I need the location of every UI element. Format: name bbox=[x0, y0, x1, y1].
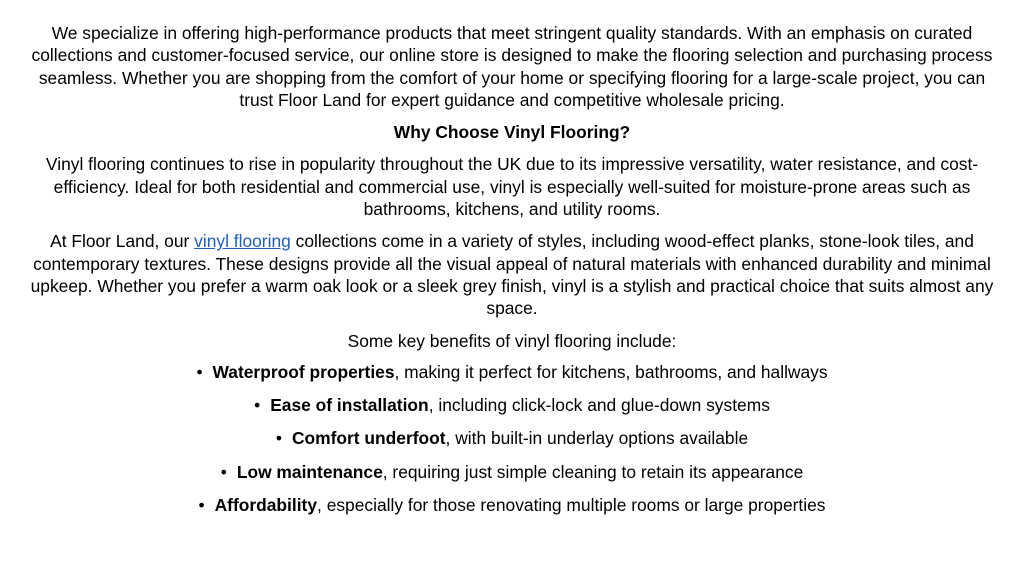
vinyl-styles-text-after: collections come in a variety of styles, including wood-effect planks, stone-look tiles, and contemporary textures. These designs provide all the visual appeal of natural materials with enhanced durability and minimal upkeep. Whether you prefer a warm oak look or a sleek grey finish, vinyl is a stylish and practical choice that suits almost any space. bbox=[30, 231, 994, 319]
vinyl-styles-text-before: At Floor Land, our bbox=[50, 231, 195, 252]
benefits-list bbox=[24, 361, 1000, 516]
benefit-item bbox=[24, 461, 1000, 483]
benefit-title: Comfort underfoot bbox=[291, 428, 446, 449]
bullet-icon: • bbox=[220, 461, 227, 482]
vinyl-flooring-link[interactable]: vinyl flooring bbox=[194, 231, 291, 252]
intro-paragraph: We specialize in offering high-performance products that meet stringent quality standards. With an emphasis on curated collections and customer-focused service, our online store is designed to make the flooring selection and purchasing process seamless. Whether you are shopping from the comfort of your home or specifying flooring for a large-scale project, you can trust Floor Land for expert guidance and competitive wholesale pricing. bbox=[31, 23, 993, 110]
benefit-text: , making it perfect for kitchens, bathrooms, and hallways bbox=[394, 361, 828, 382]
benefit-title: Ease of installation bbox=[270, 395, 429, 416]
bullet-icon: • bbox=[198, 495, 205, 516]
benefit-text: , requiring just simple cleaning to retain its appearance bbox=[382, 461, 804, 482]
benefit-title: Waterproof properties bbox=[212, 361, 395, 382]
benefit-title: Low maintenance bbox=[236, 461, 383, 482]
benefit-item bbox=[24, 427, 1000, 449]
vinyl-styles-paragraph bbox=[24, 230, 1000, 319]
benefits-intro: Some key benefits of vinyl flooring include: bbox=[347, 330, 677, 351]
bullet-icon: • bbox=[254, 395, 261, 416]
benefit-text: , including click-lock and glue-down systems bbox=[428, 395, 770, 416]
bullet-icon: • bbox=[196, 361, 203, 382]
bullet-icon: • bbox=[275, 428, 282, 449]
vinyl-popularity-paragraph: Vinyl flooring continues to rise in popularity throughout the UK due to its impressive versatility, water resistance, and cost-efficiency. Ideal for both residential and commercial use, vinyl is especially well-suited for moisture-prone areas such as bathrooms, kitchens, and utility rooms. bbox=[45, 154, 979, 220]
benefit-item bbox=[24, 394, 1000, 416]
benefit-title: Affordability bbox=[214, 495, 318, 516]
benefit-item bbox=[24, 494, 1000, 516]
benefit-item bbox=[24, 361, 1000, 383]
section-heading: Why Choose Vinyl Flooring? bbox=[393, 122, 631, 143]
benefit-text: , especially for those renovating multiple rooms or large properties bbox=[317, 495, 826, 516]
benefit-text: , with built-in underlay options available bbox=[445, 428, 749, 449]
